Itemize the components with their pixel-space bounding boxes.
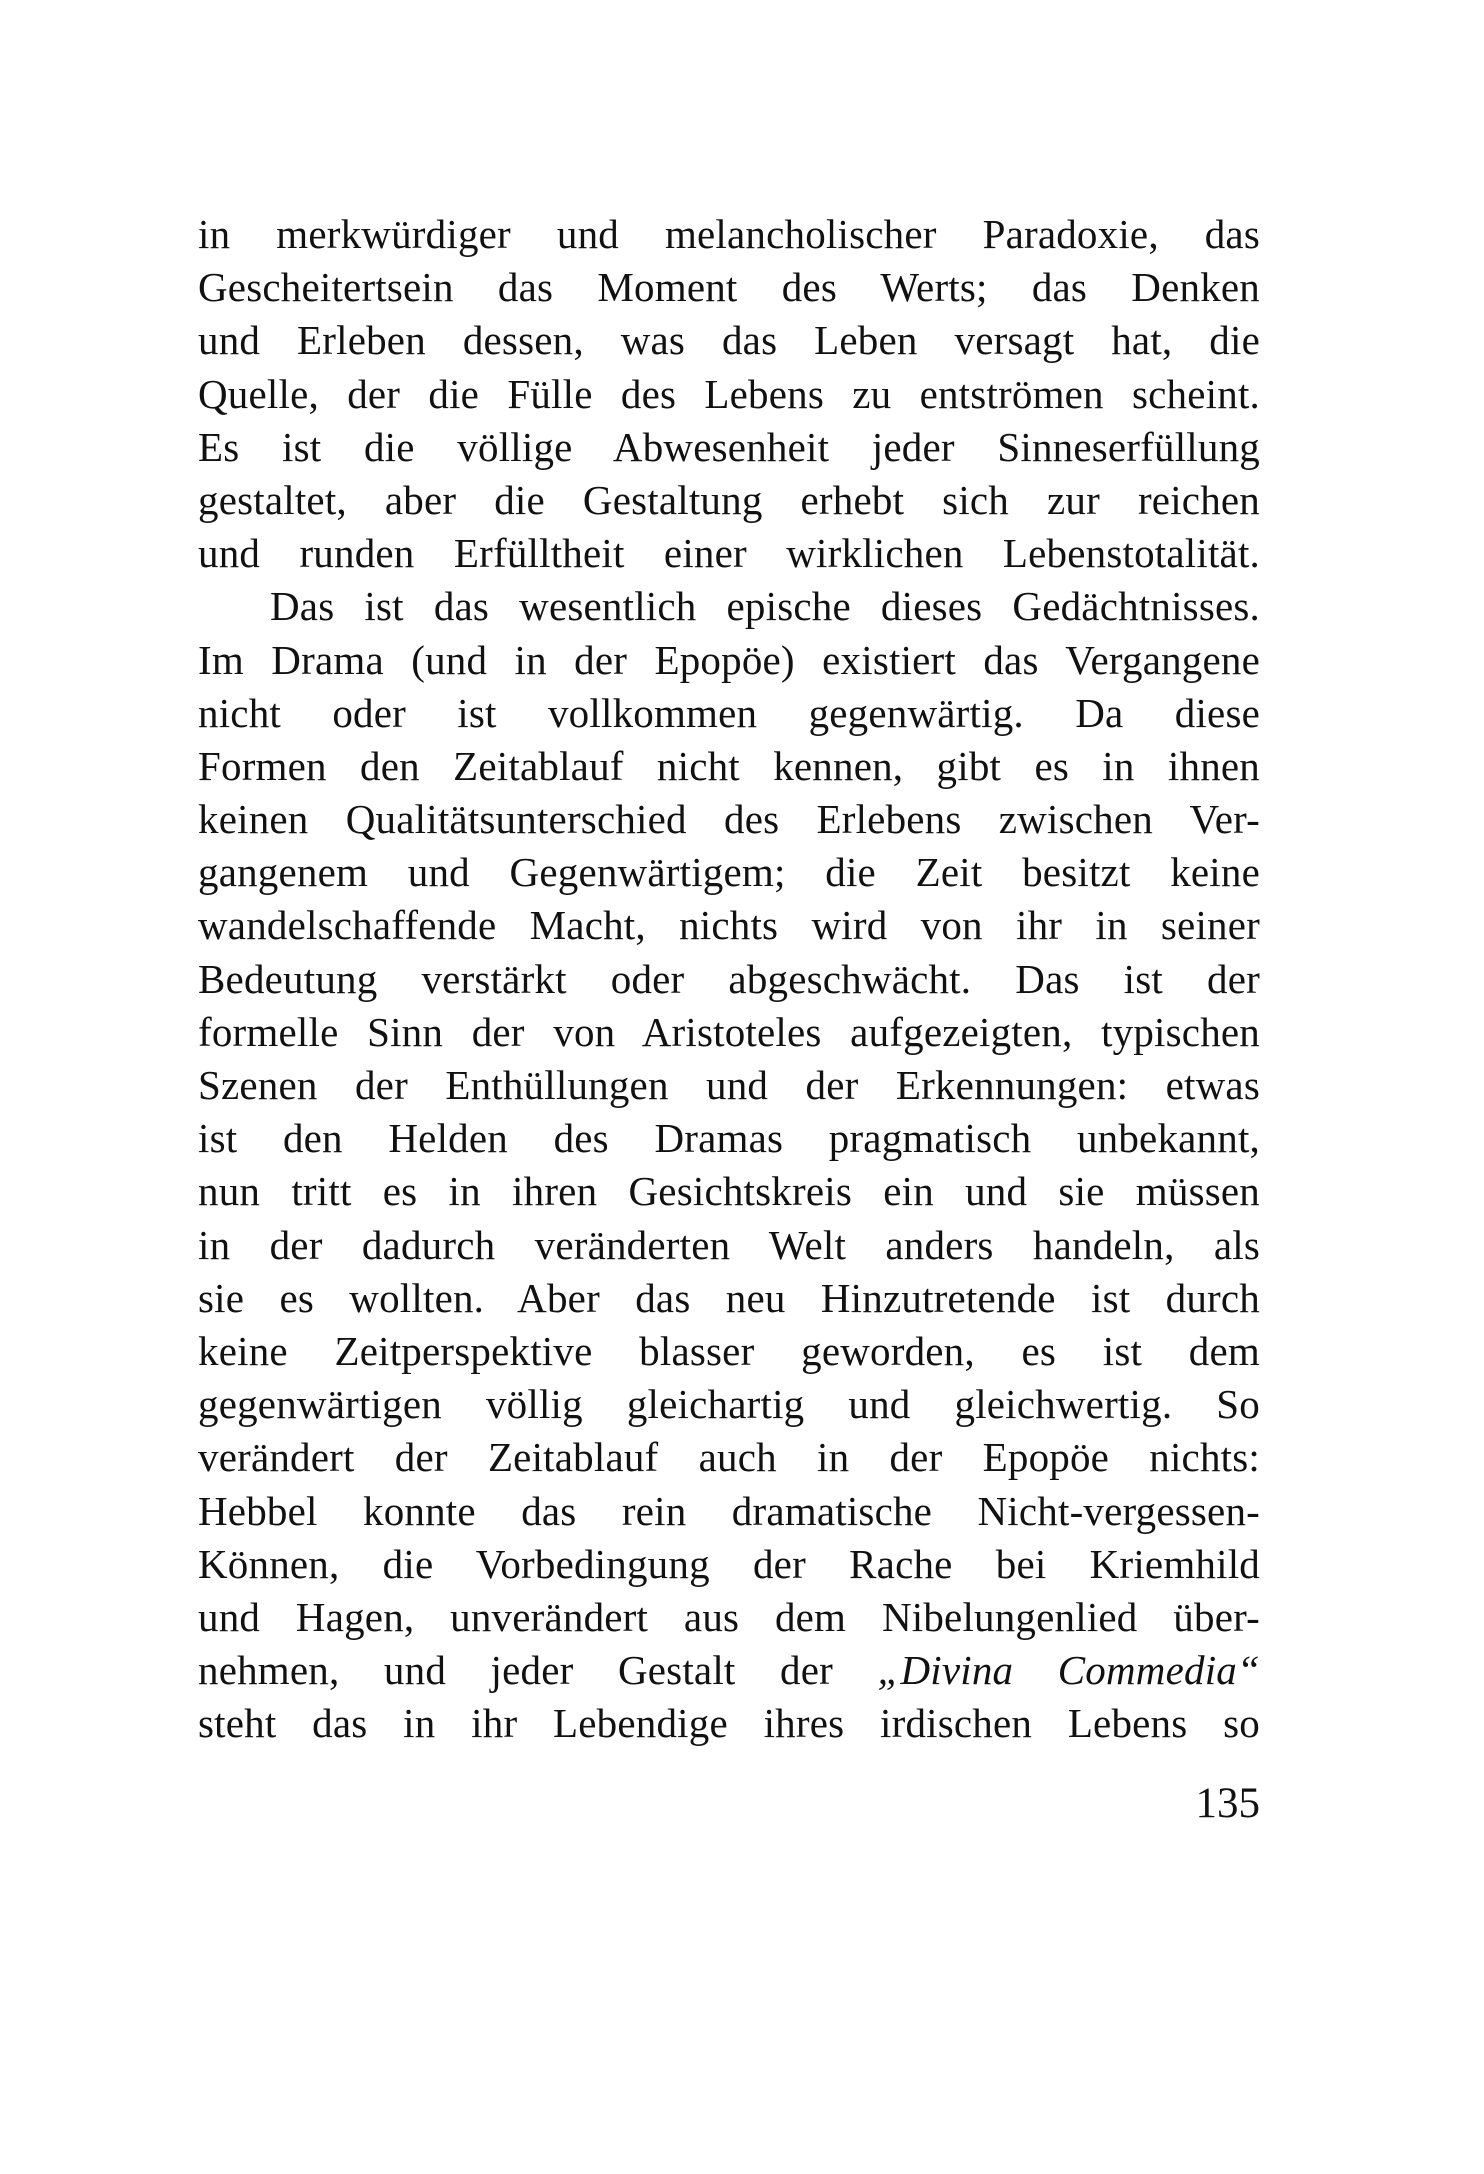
text-line: sie es wollten. Aber das neu Hinzutretende ist durch xyxy=(198,1274,1260,1321)
text-line: nun tritt es in ihren Gesichtskreis ein und sie müssen xyxy=(198,1168,1260,1215)
text-line: und Hagen, unverändert aus dem Nibelungenlied über- xyxy=(198,1593,1260,1640)
text-line: und runden Erfülltheit einer wirklichen Lebenstotalität. xyxy=(198,530,1260,577)
text-line-part: nehmen, und jeder Gestalt der xyxy=(198,1647,878,1694)
italic-title: „Divina Commedia“ xyxy=(877,1647,1260,1694)
text-line: und Erleben dessen, was das Leben versagt hat, die xyxy=(198,317,1260,364)
text-line: Szenen der Enthüllungen und der Erkennungen: etwas xyxy=(198,1062,1260,1108)
text-line: keine Zeitperspektive blasser geworden, es ist dem xyxy=(198,1327,1260,1374)
text-line: in merkwürdiger und melancholischer Paradoxie, das xyxy=(198,211,1260,257)
text-line: in der dadurch veränderten Welt anders handeln, als xyxy=(198,1221,1260,1268)
text-line: Es ist die völlige Abwesenheit jeder Sinneserfüllung xyxy=(198,423,1260,470)
text-line: Bedeutung verstärkt oder abgeschwächt. Das ist der xyxy=(198,955,1260,1002)
text-line-with-title xyxy=(198,1644,1260,1697)
text-line: gegenwärtigen völlig gleichartig und gleichwertig. So xyxy=(198,1381,1260,1428)
body-text xyxy=(198,208,1260,1750)
text-line: nicht oder ist vollkommen gegenwärtig. Da diese xyxy=(198,689,1260,736)
text-line: gangenem und Gegenwärtigem; die Zeit besitzt keine xyxy=(198,849,1260,896)
text-line: Quelle, der die Fülle des Lebens zu entströmen scheint. xyxy=(198,370,1260,417)
text-line: verändert der Zeitablauf auch in der Epopöe nichts: xyxy=(198,1434,1260,1481)
text-line: Gescheitertsein das Moment des Werts; das Denken xyxy=(198,264,1260,311)
text-line: steht das in ihr Lebendige ihres irdischen Lebens so xyxy=(198,1700,1260,1747)
text-line: Formen den Zeitablauf nicht kennen, gibt es in ihnen xyxy=(198,742,1260,789)
text-line: Können, die Vorbedingung der Rache bei Kriemhild xyxy=(198,1540,1260,1587)
text-line: formelle Sinn der von Aristoteles aufgezeigten, typischen xyxy=(198,1008,1260,1055)
text-line: ist den Helden des Dramas pragmatisch unbekannt, xyxy=(198,1115,1260,1162)
text-line: wandelschaffende Macht, nichts wird von ihr in seiner xyxy=(198,902,1260,949)
text-line: keinen Qualitätsunterschied des Erlebens zwischen Ver- xyxy=(198,796,1260,843)
paragraph-start-line: Das ist das wesentlich epische dieses Gedächtnisses. xyxy=(270,583,1260,630)
text-line: gestaltet, aber die Gestaltung erhebt sich zur reichen xyxy=(198,476,1260,523)
page-number: 135 xyxy=(1195,1780,1260,1827)
text-line: Hebbel konnte das rein dramatische Nicht-vergessen- xyxy=(198,1487,1260,1534)
text-line: Im Drama (und in der Epopöe) existiert das Vergangene xyxy=(198,636,1260,683)
